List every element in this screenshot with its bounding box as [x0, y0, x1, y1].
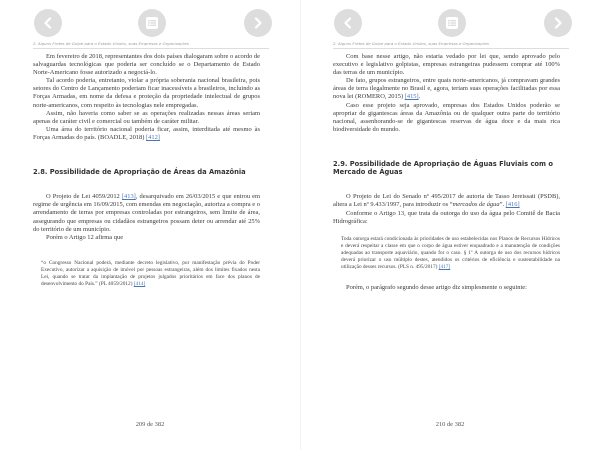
forward-button[interactable] — [244, 9, 272, 37]
paragraph: O Projeto de Lei do Senado nº 495/2017 de autoria de Tasso Jereissati (PSDB), altera a Lei nº 9.433/1997, para introduzir os “mercados de água”. [416] — [333, 193, 560, 209]
right-page-body — [333, 53, 560, 292]
header-divider — [33, 48, 269, 49]
section-heading: 2.8. Possibilidade de Apropriação de Áreas da Amazônia — [33, 168, 246, 177]
footnote-link-416[interactable]: [416] — [505, 201, 520, 209]
paragraph: O Projeto de Lei 4059/2012 [413], desarquivado em 26/03/2015 e que entrou em regime de urgência em 16/09/2015, com emendas em negociação, autoriza a compra e o arrendamento de terras por empresas controladas por estrangeiros, sem limite de área, assegurando que empresas ou cidadãos estrangeiros possam deter ou arrendar até 25% do território de um município. — [33, 193, 261, 233]
left-page-body — [33, 53, 260, 288]
chevron-right-icon — [552, 17, 564, 29]
footnote-link-415[interactable]: [415] — [404, 93, 419, 101]
paragraph: De fato, grupos estrangeiros, entre quais norte-americanos, já compravam grandes áreas de terra ilegalmente no Brasil e, agora, teriam suas operações facilitadas por essa nova lei (ROMERO, 2015) [415]. — [333, 77, 560, 101]
paragraph: Caso esse projeto seja aprovado, empresas dos Estados Unidos poderão se apropriar de gigantescas áreas da Amazônia ou de qualquer outra parte do território nacional, assenhorando-se de gigantescas reservas de água doce e da mais rica biodiversidade do mundo. — [333, 101, 560, 133]
back-button[interactable] — [34, 9, 62, 37]
page-number: 210 de 382 — [435, 421, 465, 428]
page-number: 209 de 382 — [135, 421, 165, 428]
paragraph: Assim, não haveria como saber se as operações realizadas nessas áreas seriam apenas de caráter civil e comercial ou também de caráter militar. — [33, 109, 260, 125]
paragraph: Porém o Artigo 12 afirma que — [46, 233, 124, 241]
paragraph: Com base nesse artigo, não estaria vedado por lei que, sendo aprovado pelo executivo e legislativo golpistas, empresas estrangeiras pudessem comprar até 100% das terras de um município. — [333, 53, 560, 77]
section-heading: 2.9. Possibilidade de Apropriação de Águas Fluviais com o Mercado de Águas — [333, 159, 553, 177]
header-divider — [333, 48, 569, 49]
right-page — [300, 0, 600, 450]
paragraph: Conforme o Artigo 13, que trata da outorga do uso da água pelo Comitê de Bacia Hidrográfica: — [333, 209, 560, 225]
chevron-right-icon — [252, 17, 264, 29]
chevron-left-icon — [342, 17, 354, 29]
footnote-link-417[interactable]: [417] — [438, 264, 451, 271]
chevron-left-icon — [42, 17, 54, 29]
paragraph: Em fevereiro de 2018, representantes dos dois países dialogaram sobre o acordo de salvaguardas tecnológicas que poderia ser concluído se o Departamento de Estado Norte-Americano fosse autorizado a negociá-lo. — [33, 53, 260, 77]
menu-button[interactable] — [438, 9, 466, 37]
forward-button[interactable] — [544, 9, 572, 37]
running-head: 2. Alguns Fretes de Golpe para o Estado Unidos, suas Empresas e Organizações — [333, 41, 489, 46]
block-quote: Toda outorga estará condicionada às prioridades de uso estabelecidas nos Planos de Recursos Hídricos e deverá respeitar a classe em que o corpo de água estiver enquadrado e a manutenção de condições adequadas ao transporte aquaviário, quando for o caso. § 1º A outorga de uso dos recursos hídricos deverá priorizar o uso múltiplo destes, atendidos os critérios de eficiência e sustentabilidade na utilização desses recursos. (PLS n. 495/2017) [417] — [341, 235, 560, 271]
paragraph: Porém, o parágrafo segundo desse artigo diz simplesmente o seguinte: — [346, 283, 527, 291]
menu-button[interactable] — [138, 9, 166, 37]
block-quote: “o Congresso Nacional poderá, mediante decreto legislativo, por manifestação prévia do Poder Executivo, autorizar a aquisição de imóvel por pessoas estrangeiras, além dos limites fixados nesta Lei, quando se tratar da implantação de projetos julgados prioritários em face dos planos de desenvolvimento do País.” (PL 4059/2012) [414] — [41, 259, 260, 288]
footnote-link-413[interactable]: [413] — [121, 193, 136, 201]
paragraph: Tal acordo poderia, entretanto, violar a própria soberania nacional brasileira, pois setores do Centro de Lançamento poderiam ficar inacessíveis a brasileiros, incluindo as Forças Armadas, em nome da defesa e proteção da propriedade intelectual de grupos norte-americanos, com respeito às tecnologias nele empregadas. — [33, 77, 260, 109]
running-head: 2. Alguns Fretes de Golpe para o Estado Unidos, suas Empresas e Organizações — [33, 41, 189, 46]
footnote-link-412[interactable]: [412] — [146, 133, 160, 141]
menu-list-icon — [145, 16, 159, 30]
menu-list-icon — [445, 16, 459, 30]
paragraph: Uma área do território nacional poderia ficar, assim, interditada até mesmo às Forças Armadas do país. (BOADLE, 2018) [412] — [33, 125, 260, 141]
footnote-link-414[interactable]: [414] — [133, 281, 146, 288]
back-button[interactable] — [334, 9, 362, 37]
